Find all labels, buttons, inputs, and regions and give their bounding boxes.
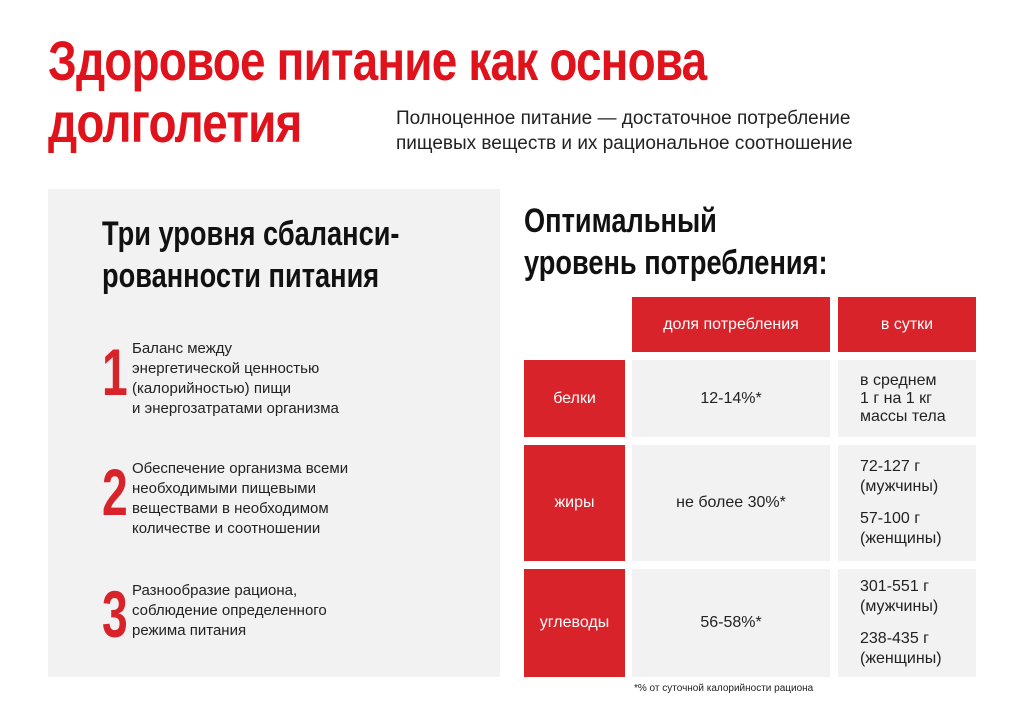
table-cell-share: 56-58%* (632, 569, 830, 677)
daily-value: (мужчины) (860, 598, 939, 615)
subtitle-line-2: пищевых веществ и их рациональное соотношение (396, 133, 853, 154)
level-text-line: (калорийностью) пищи (132, 380, 292, 397)
levels-panel (48, 189, 500, 677)
level-text-line: и энергозатратами организма (132, 400, 339, 417)
levels-heading-line-2: рованности питания (102, 257, 380, 295)
daily-value: 72-127 г (860, 458, 921, 475)
level-number: 2 (102, 455, 128, 529)
level-text (132, 459, 348, 539)
level-text-line: Разнообразие рациона, (132, 582, 298, 599)
table-cell-daily (838, 445, 976, 561)
consumption-heading-line-2: уровень потребления: (524, 244, 828, 282)
table-row-label: углеводы (524, 569, 625, 677)
table-cell-share: не более 30%* (632, 445, 830, 561)
page-subtitle (396, 106, 853, 156)
daily-value: 57-100 г (860, 510, 921, 527)
level-text-line: количестве и соотношении (132, 520, 321, 537)
footnote: *% от суточной калорийности рациона (634, 683, 814, 694)
daily-value: 1 г на 1 кг (860, 389, 932, 407)
table-cell-daily (838, 569, 976, 677)
level-text (132, 339, 339, 419)
level-text (132, 581, 327, 641)
level-text-line: веществами в необходимом (132, 500, 329, 517)
level-text-line: Обеспечение организма всеми (132, 460, 349, 477)
levels-heading (102, 213, 399, 297)
subtitle-line-1: Полноценное питание — достаточное потребление (396, 108, 851, 129)
daily-value: (женщины) (860, 530, 942, 547)
table-row-label: белки (524, 360, 625, 437)
level-number: 1 (102, 335, 128, 409)
level-text-line: энергетической ценностью (132, 360, 320, 377)
consumption-heading (524, 200, 828, 284)
table-cell-share: 12-14%* (632, 360, 830, 437)
consumption-heading-line-1: Оптимальный (524, 202, 717, 240)
level-number: 3 (102, 577, 128, 651)
title-line-1: Здоровое питание как основа (48, 29, 707, 92)
level-text-line: режима питания (132, 622, 247, 639)
daily-value: 238-435 г (860, 630, 929, 647)
title-line-2: долголетия (48, 91, 302, 154)
daily-value: 301-551 г (860, 578, 929, 595)
daily-value: (мужчины) (860, 478, 939, 495)
level-text-line: необходимыми пищевыми (132, 480, 316, 497)
daily-value: (женщины) (860, 650, 942, 667)
table-cell-daily (838, 360, 976, 437)
table-row-label: жиры (524, 445, 625, 561)
levels-heading-line-1: Три уровня сбаланси- (102, 215, 400, 253)
level-text-line: Баланс между (132, 340, 233, 357)
table-header-daily: в сутки (838, 297, 976, 352)
daily-value: массы тела (860, 407, 946, 425)
table-header-share: доля потребления (632, 297, 830, 352)
level-text-line: соблюдение определенного (132, 602, 327, 619)
daily-value: в среднем (860, 371, 937, 389)
